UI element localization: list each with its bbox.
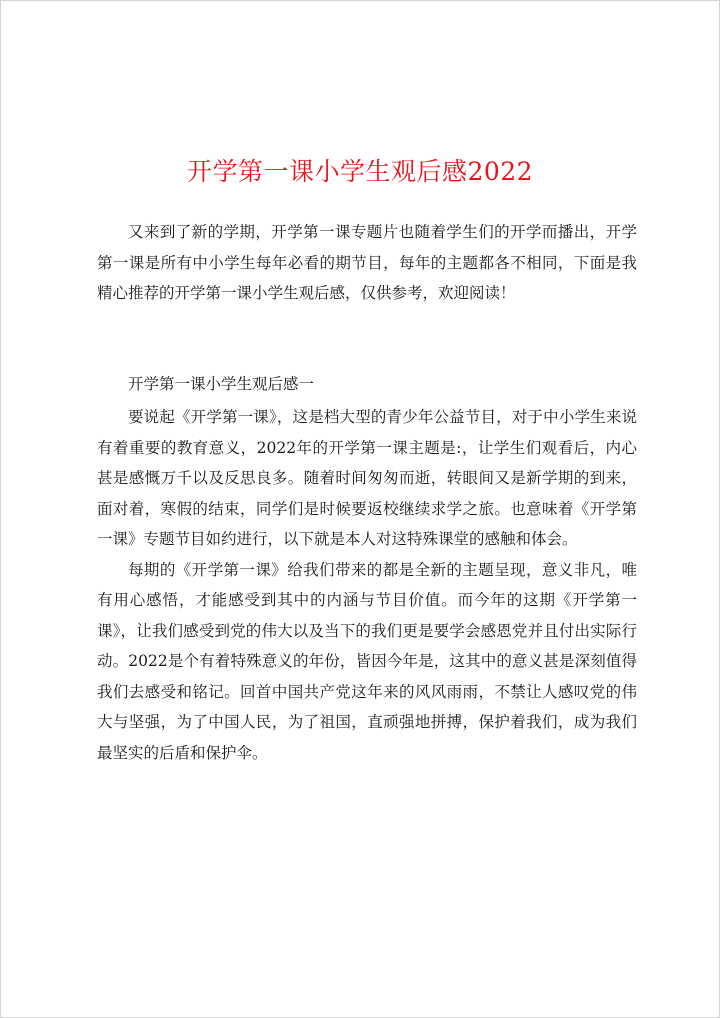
body-block <box>97 402 637 768</box>
body-paragraph-2: 每期的《开学第一课》给我们带来的都是全新的主题呈现，意义非凡，唯有用心感悟，才能感受到其中的内涵与节目价值。而今年的这期《开学第一课》，让我们感受到党的伟大以及当下的我们更是要学会感恩党并且付出实际行动。2022是个有着特殊意义的年份，皆因今年是，这其中的意义甚是深刻值得我们去感受和铭记。回首中国共产党这年来的风风雨雨，不禁让人感叹党的伟大与坚强，为了中国人民，为了祖国，直顽强地拼搏，保护着我们，成为我们最坚实的后盾和保护伞。 <box>97 560 637 762</box>
section-heading-block <box>97 369 637 400</box>
section-heading: 开学第一课小学生观后感一 <box>128 375 315 393</box>
document-title: 开学第一课小学生观后感2022 <box>186 157 534 186</box>
body-paragraph-1: 要说起《开学第一课》，这是档大型的青少年公益节目，对于中小学生来说有着重要的教育意义，2022年的开学第一课主题是:，让学生们观看后，内心甚是感慨万千以及反思良多。随着时间匆匆而逝，转眼间又是新学期的到来，面对着，寒假的结束，同学们是时候要返校继续求学之旅。也意味着《开学第一课》专题节目如约进行，以下就是本人对这特殊课堂的感触和体会。 <box>97 408 637 548</box>
intro-paragraph: 又来到了新的学期，开学第一课专题片也随着学生们的开学而播出，开学第一课是所有中小学生每年必看的期节目，每年的主题都各不相同，下面是我精心推荐的开学第一课小学生观后感，仅供参考，欢迎阅读！ <box>97 223 637 302</box>
intro-block <box>97 217 637 309</box>
